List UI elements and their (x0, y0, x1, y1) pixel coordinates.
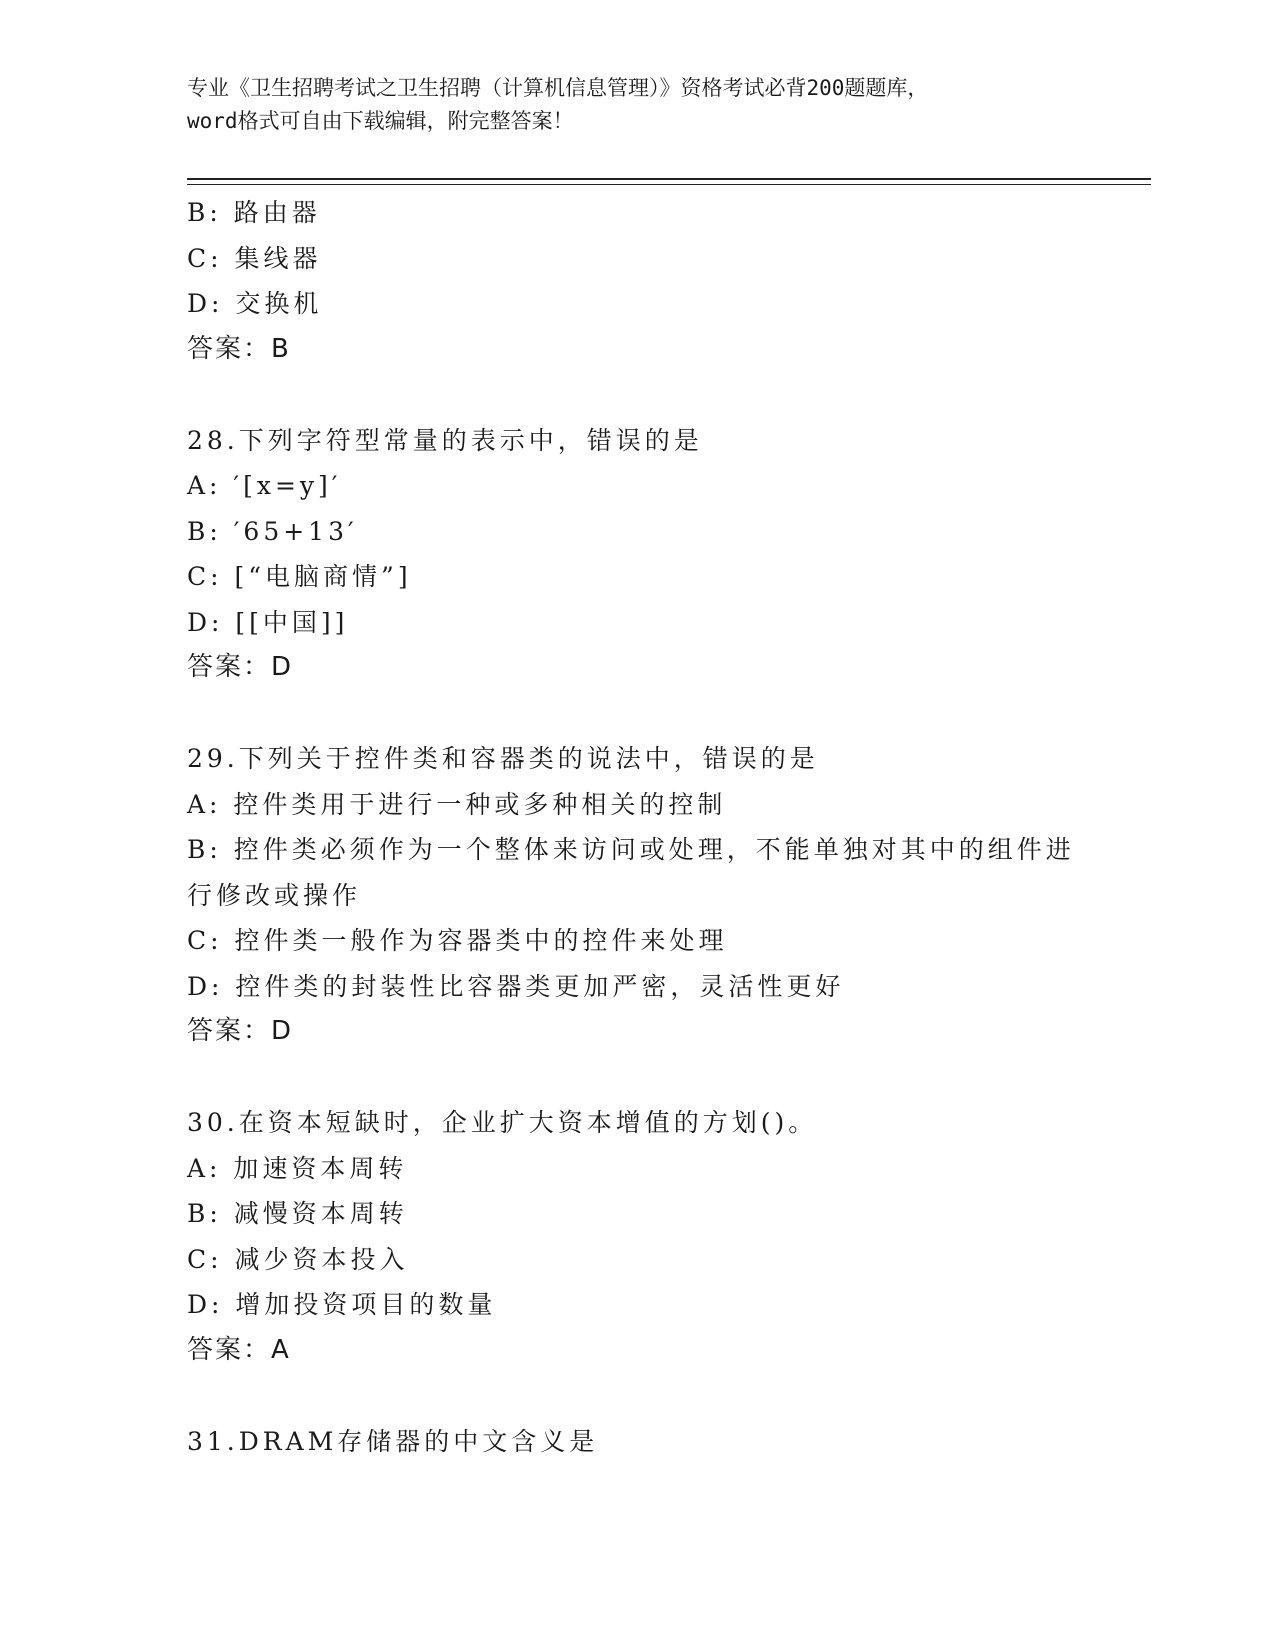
option-c: C: [“电脑商情”] (187, 562, 412, 591)
option-d: D: 控件类的封装性比容器类更加严密，灵活性更好 (187, 971, 845, 1001)
header-rule-thin (187, 184, 1151, 185)
header-line-2: word格式可自由下载编辑，附完整答案！ (187, 109, 574, 133)
option-a: A: ′[x=y]′ (187, 471, 342, 500)
question-stem: 29.下列关于控件类和容器类的说法中，错误的是 (187, 744, 819, 773)
document-header (187, 72, 1087, 138)
answer-line: 答案：D (187, 1016, 294, 1046)
header-rule-thick (187, 178, 1151, 180)
spacer (187, 372, 1087, 418)
header-line-1: 专业《卫生招聘考试之卫生招聘（计算机信息管理）》资格考试必背200题题库， (187, 76, 929, 100)
option-b-continued: 行修改或操作 (187, 880, 362, 910)
question-stem: 31.DRAM存储器的中文含义是 (187, 1426, 599, 1456)
option-c: C: 集线器 (187, 243, 322, 273)
answer-line: 答案：A (187, 1334, 291, 1365)
spacer (187, 691, 1087, 737)
option-b: B: 减慢资本周转 (187, 1199, 408, 1228)
question-31 (187, 1419, 1087, 1465)
option-a: A: 加速资本周转 (187, 1153, 408, 1183)
option-b: B: ′65+13′ (187, 516, 358, 546)
option-b: B: 控件类必须作为一个整体来访问或处理，不能单独对其中的组件进 (187, 835, 1075, 864)
option-b: B: 路由器 (187, 198, 321, 227)
question-list (187, 190, 1087, 1464)
option-d: D: 增加投资项目的数量 (187, 1290, 497, 1319)
option-a: A: 控件类用于进行一种或多种相关的控制 (187, 789, 727, 819)
question-stem: 30.在资本短缺时，企业扩大资本增值的方划()。 (187, 1108, 818, 1137)
answer-line: 答案：D (187, 652, 294, 682)
option-c: C: 控件类一般作为容器类中的控件来处理 (187, 926, 728, 955)
spacer (187, 1373, 1087, 1419)
option-c: C: 减少资本投入 (187, 1244, 409, 1274)
question-30 (187, 1100, 1087, 1373)
answer-line: 答案：B (187, 333, 291, 364)
option-d: D: 交换机 (187, 289, 323, 318)
question-28 (187, 418, 1087, 691)
question-29 (187, 736, 1087, 1055)
question-27-continued (187, 190, 1087, 372)
option-d: D: [[中国]] (187, 607, 349, 637)
spacer (187, 1055, 1087, 1101)
question-stem: 28.下列字符型常量的表示中，错误的是 (187, 425, 703, 455)
